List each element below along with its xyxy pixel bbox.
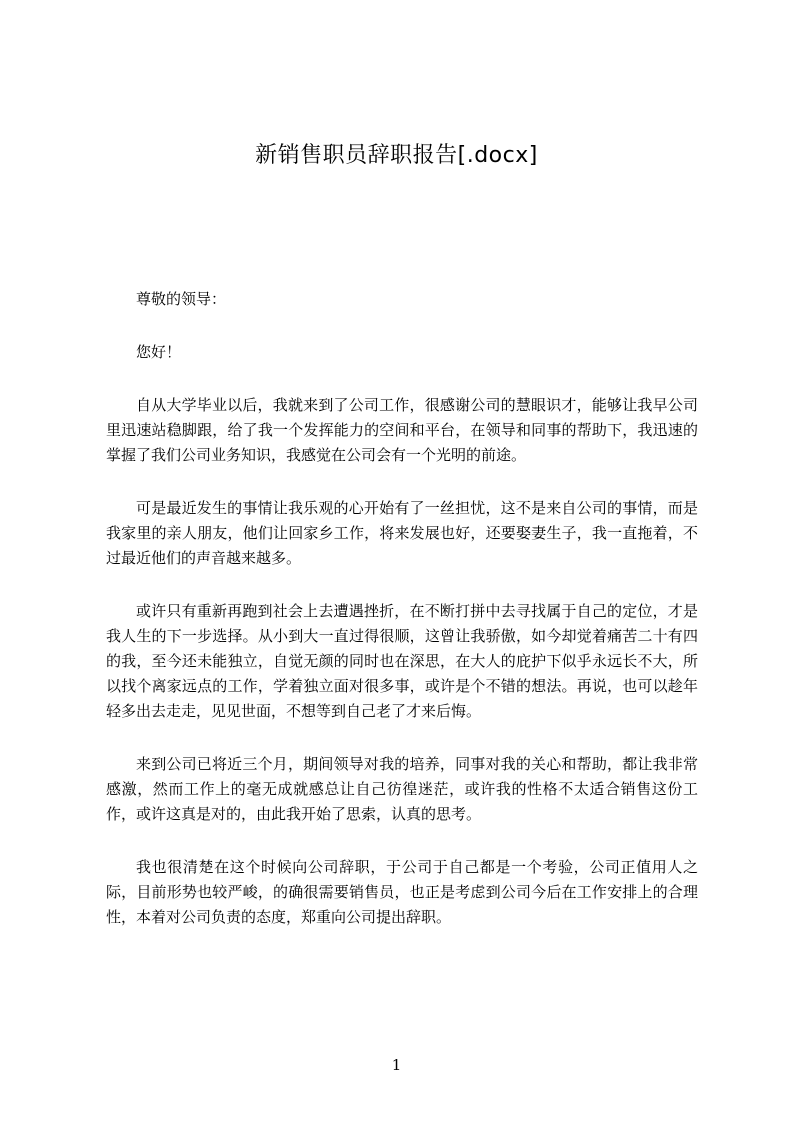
- paragraph-3: 或许只有重新再跑到社会上去遭遇挫折，在不断打拼中去寻找属于自己的定位，才是我人生的下一步选择。从小到大一直过得很顺，这曾让我骄傲，如今却觉着痛苦二十有四的我，至今还未能独立，自觉无颜的同时也在深思，在大人的庇护下似乎永远长不大，所以找个离家远点的工作，学着独立面对很多事，或许是个不错的想法。再说，也可以趁年轻多出去走走，见见世面，不想等到自己老了才来后悔。: [106, 602, 698, 720]
- salutation: 您好！: [136, 343, 182, 361]
- document-body: [106, 287, 698, 958]
- paragraph-4: 来到公司已将近三个月，期间领导对我的培养，同事对我的关心和帮助，都让我非常感激，然而工作上的毫无成就感总让自己彷徨迷茫，或许我的性格不太适合销售这份工作，或许这真是对的，由此我开始了思索，认真的思考。: [106, 755, 698, 823]
- paragraph-5: 我也很清楚在这个时候向公司辞职，于公司于自己都是一个考验，公司正值用人之际，目前形势也较严峻，的确很需要销售员，也正是考虑到公司今后在工作安排上的合理性，本着对公司负责的态度，郑重向公司提出辞职。: [106, 858, 698, 926]
- paragraph-2: 可是最近发生的事情让我乐观的心开始有了一丝担忧，这不是来自公司的事情，而是我家里的亲人朋友，他们让回家乡工作，将来发展也好，还要娶妻生子，我一直拖着，不过最近他们的声音越来越多。: [106, 499, 698, 567]
- greeting: 尊敬的领导：: [136, 290, 227, 308]
- document-title: 新销售职员辞职报告[.docx]: [255, 143, 538, 168]
- page-number: 1: [391, 1056, 402, 1074]
- paragraph-1: 自从大学毕业以后，我就来到了公司工作，很感谢公司的慧眼识才，能够让我早公司里迅速站稳脚跟，给了我一个发挥能力的空间和平台，在领导和同事的帮助下，我迅速的掌握了我们公司业务知识，我感觉在公司会有一个光明的前途。: [106, 396, 698, 464]
